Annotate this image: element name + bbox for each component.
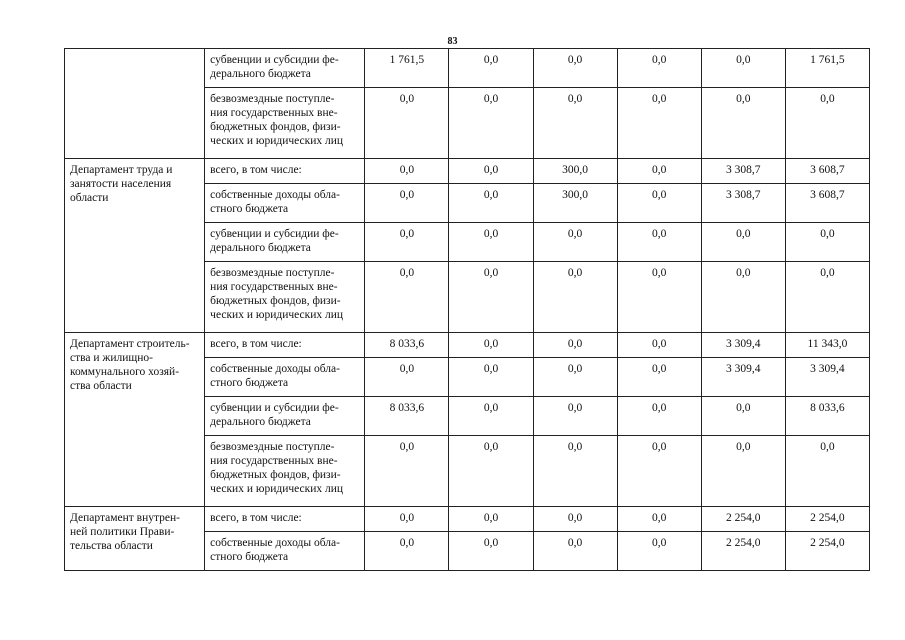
value-cell: 0,0 — [617, 88, 701, 159]
value-cell: 0,0 — [701, 262, 785, 333]
funding-source-cell: всего, в том числе: — [205, 159, 365, 184]
value-cell: 0,0 — [785, 262, 869, 333]
department-cell — [65, 49, 205, 159]
value-cell: 0,0 — [449, 532, 533, 571]
value-cell: 0,0 — [785, 88, 869, 159]
value-cell: 0,0 — [449, 358, 533, 397]
value-cell: 3 309,4 — [701, 358, 785, 397]
budget-table — [64, 48, 870, 571]
value-cell: 0,0 — [449, 397, 533, 436]
value-cell: 0,0 — [701, 49, 785, 88]
value-cell: 0,0 — [617, 397, 701, 436]
table-row — [65, 507, 870, 532]
value-cell: 0,0 — [449, 223, 533, 262]
value-cell: 0,0 — [617, 184, 701, 223]
funding-source-cell: безвозмездные поступле- ния государственных вне- бюджетных фондов, физи- ческих и юридических лиц — [205, 436, 365, 507]
value-cell: 0,0 — [365, 159, 449, 184]
value-cell: 0,0 — [533, 333, 617, 358]
value-cell: 0,0 — [701, 223, 785, 262]
value-cell: 0,0 — [449, 159, 533, 184]
value-cell: 0,0 — [617, 223, 701, 262]
value-cell: 3 608,7 — [785, 159, 869, 184]
value-cell: 300,0 — [533, 184, 617, 223]
funding-source-cell: безвозмездные поступле- ния государственных вне- бюджетных фондов, физи- ческих и юридических лиц — [205, 88, 365, 159]
funding-source-cell: собственные доходы обла- стного бюджета — [205, 532, 365, 571]
value-cell: 3 309,4 — [785, 358, 869, 397]
value-cell: 11 343,0 — [785, 333, 869, 358]
value-cell: 0,0 — [617, 333, 701, 358]
value-cell: 0,0 — [365, 507, 449, 532]
value-cell: 0,0 — [701, 436, 785, 507]
value-cell: 3 608,7 — [785, 184, 869, 223]
value-cell: 0,0 — [701, 88, 785, 159]
funding-source-cell: собственные доходы обла- стного бюджета — [205, 358, 365, 397]
value-cell: 8 033,6 — [365, 333, 449, 358]
value-cell: 0,0 — [449, 436, 533, 507]
value-cell: 0,0 — [449, 88, 533, 159]
value-cell: 0,0 — [365, 358, 449, 397]
value-cell: 0,0 — [449, 507, 533, 532]
value-cell: 0,0 — [785, 436, 869, 507]
table-row — [65, 49, 870, 88]
value-cell: 3 308,7 — [701, 159, 785, 184]
value-cell: 0,0 — [617, 49, 701, 88]
value-cell: 0,0 — [449, 49, 533, 88]
value-cell: 0,0 — [533, 49, 617, 88]
value-cell: 0,0 — [449, 262, 533, 333]
value-cell: 0,0 — [617, 436, 701, 507]
value-cell: 0,0 — [365, 436, 449, 507]
value-cell: 2 254,0 — [785, 507, 869, 532]
value-cell: 300,0 — [533, 159, 617, 184]
funding-source-cell: безвозмездные поступле- ния государственных вне- бюджетных фондов, физи- ческих и юридических лиц — [205, 262, 365, 333]
table-row — [65, 333, 870, 358]
value-cell: 8 033,6 — [785, 397, 869, 436]
value-cell: 0,0 — [533, 223, 617, 262]
value-cell: 0,0 — [365, 532, 449, 571]
funding-source-cell: всего, в том числе: — [205, 507, 365, 532]
value-cell: 0,0 — [449, 333, 533, 358]
value-cell: 2 254,0 — [785, 532, 869, 571]
funding-source-cell: субвенции и субсидии фе- дерального бюджета — [205, 223, 365, 262]
table-row — [65, 159, 870, 184]
department-cell: Департамент внутрен- ней политики Прави- тельства области — [65, 507, 205, 571]
value-cell: 0,0 — [617, 507, 701, 532]
value-cell: 3 309,4 — [701, 333, 785, 358]
department-cell: Департамент строитель- ства и жилищно- коммунального хозяй- ства области — [65, 333, 205, 507]
funding-source-cell: субвенции и субсидии фе- дерального бюджета — [205, 397, 365, 436]
value-cell: 1 761,5 — [365, 49, 449, 88]
value-cell: 0,0 — [533, 436, 617, 507]
value-cell: 0,0 — [365, 184, 449, 223]
value-cell: 3 308,7 — [701, 184, 785, 223]
funding-source-cell: собственные доходы обла- стного бюджета — [205, 184, 365, 223]
funding-source-cell: субвенции и субсидии фе- дерального бюджета — [205, 49, 365, 88]
value-cell: 2 254,0 — [701, 507, 785, 532]
department-cell: Департамент труда и занятости населения области — [65, 159, 205, 333]
value-cell: 0,0 — [701, 397, 785, 436]
value-cell: 0,0 — [365, 223, 449, 262]
value-cell: 0,0 — [533, 88, 617, 159]
value-cell: 0,0 — [617, 159, 701, 184]
value-cell: 0,0 — [533, 507, 617, 532]
value-cell: 0,0 — [617, 358, 701, 397]
value-cell: 0,0 — [617, 262, 701, 333]
value-cell: 2 254,0 — [701, 532, 785, 571]
value-cell: 0,0 — [785, 223, 869, 262]
value-cell: 0,0 — [533, 532, 617, 571]
value-cell: 0,0 — [617, 532, 701, 571]
value-cell: 0,0 — [533, 358, 617, 397]
page-number: 83 — [447, 36, 458, 47]
value-cell: 0,0 — [449, 184, 533, 223]
value-cell: 8 033,6 — [365, 397, 449, 436]
value-cell: 1 761,5 — [785, 49, 869, 88]
value-cell: 0,0 — [533, 262, 617, 333]
value-cell: 0,0 — [365, 262, 449, 333]
funding-source-cell: всего, в том числе: — [205, 333, 365, 358]
value-cell: 0,0 — [365, 88, 449, 159]
value-cell: 0,0 — [533, 397, 617, 436]
